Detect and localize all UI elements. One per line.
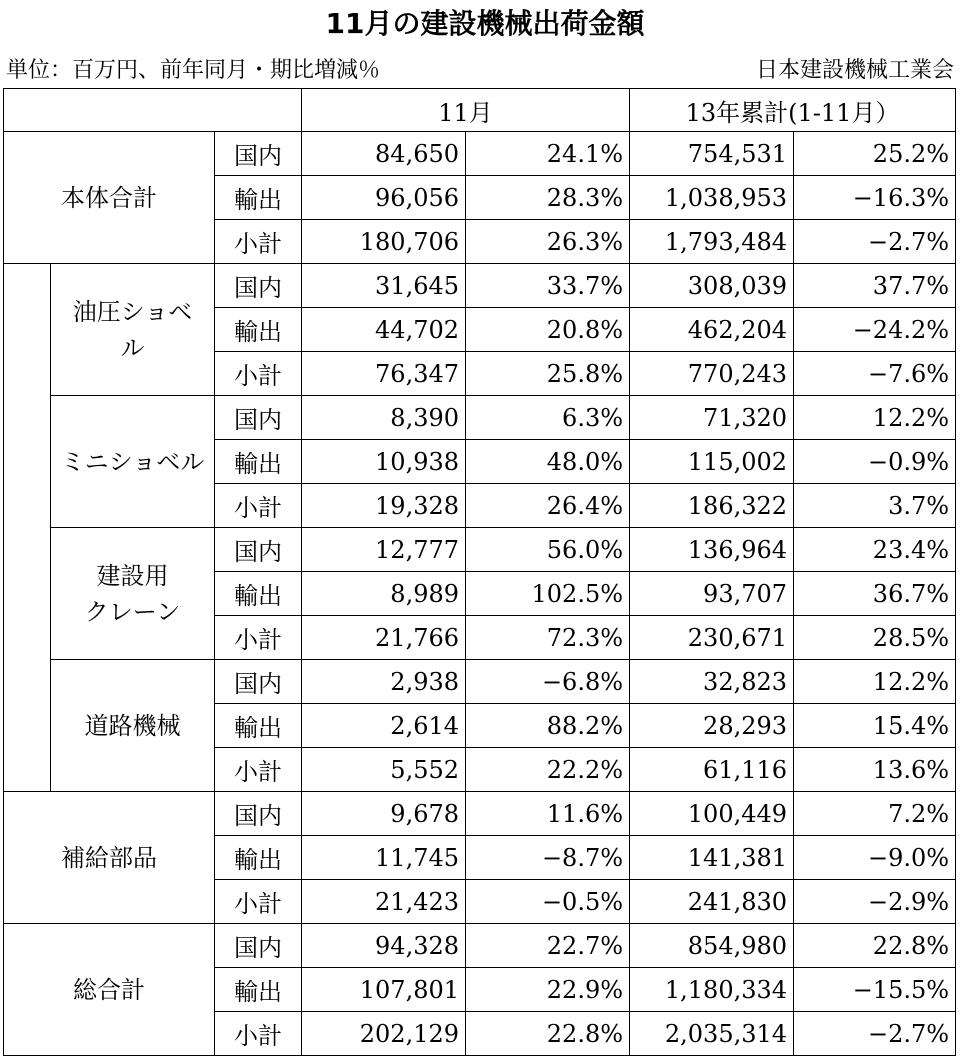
cumulative-value: 141,381 [630,836,794,880]
month-value: 12,777 [302,528,466,572]
cumulative-value: 770,243 [630,352,794,396]
cumulative-change: 23.4% [794,528,956,572]
cumulative-change: 28.5% [794,616,956,660]
cumulative-value: 32,823 [630,660,794,704]
cumulative-value: 854,980 [630,924,794,968]
month-change: 22.2% [466,748,630,792]
month-change: 6.3% [466,396,630,440]
cumulative-change: −16.3% [794,176,956,220]
cumulative-value: 93,707 [630,572,794,616]
month-value: 2,938 [302,660,466,704]
category-label: 補給部品 [4,792,215,924]
month-value: 8,989 [302,572,466,616]
month-value: 5,552 [302,748,466,792]
month-value: 11,745 [302,836,466,880]
category-label: 油圧ショベ ル [51,264,215,396]
cumulative-change: 12.2% [794,660,956,704]
month-value: 76,347 [302,352,466,396]
row-type-label: 輸出 [215,176,302,220]
month-value: 21,423 [302,880,466,924]
cumulative-value: 136,964 [630,528,794,572]
cumulative-change: 7.2% [794,792,956,836]
cumulative-value: 100,449 [630,792,794,836]
month-value: 19,328 [302,484,466,528]
cumulative-change: −15.5% [794,968,956,1012]
cumulative-value: 2,035,314 [630,1012,794,1056]
cumulative-change: −2.7% [794,220,956,264]
cumulative-change: 37.7% [794,264,956,308]
cumulative-change: −7.6% [794,352,956,396]
row-type-label: 国内 [215,528,302,572]
row-type-label: 国内 [215,792,302,836]
cumulative-change: −9.0% [794,836,956,880]
indent-spacer [4,660,51,792]
cumulative-value: 71,320 [630,396,794,440]
cumulative-change: −0.9% [794,440,956,484]
cumulative-value: 1,180,334 [630,968,794,1012]
header-month: 11月 [302,89,630,132]
cumulative-value: 230,671 [630,616,794,660]
cumulative-value: 61,116 [630,748,794,792]
category-label: 道路機械 [51,660,215,792]
month-change: 56.0% [466,528,630,572]
month-value: 96,056 [302,176,466,220]
month-value: 21,766 [302,616,466,660]
cumulative-value: 308,039 [630,264,794,308]
month-change: −6.8% [466,660,630,704]
month-change: 102.5% [466,572,630,616]
row-type-label: 小計 [215,748,302,792]
table-row [4,132,956,176]
row-type-label: 小計 [215,616,302,660]
month-value: 180,706 [302,220,466,264]
month-change: 11.6% [466,792,630,836]
row-type-label: 小計 [215,1012,302,1056]
month-change: 33.7% [466,264,630,308]
month-value: 84,650 [302,132,466,176]
category-label: 総合計 [4,924,215,1056]
month-value: 10,938 [302,440,466,484]
month-change: 22.8% [466,1012,630,1056]
category-label: ミニショベル [51,396,215,528]
header-corner [4,89,302,132]
row-type-label: 国内 [215,396,302,440]
month-change: 26.4% [466,484,630,528]
table-row [4,660,956,704]
row-type-label: 国内 [215,660,302,704]
category-label: 建設用 クレーン [51,528,215,660]
table-body [4,132,956,1056]
source-label: 日本建設機械工業会 [755,58,954,83]
cumulative-change: 25.2% [794,132,956,176]
month-value: 94,328 [302,924,466,968]
month-value: 31,645 [302,264,466,308]
row-type-label: 輸出 [215,308,302,352]
cumulative-value: 28,293 [630,704,794,748]
unit-note: 単位：百万円、前年同月・期比増減％ [6,58,381,83]
cumulative-change: 12.2% [794,396,956,440]
cumulative-change: 13.6% [794,748,956,792]
row-type-label: 輸出 [215,968,302,1012]
cumulative-change: −2.7% [794,1012,956,1056]
cumulative-value: 241,830 [630,880,794,924]
row-type-label: 国内 [215,924,302,968]
row-type-label: 輸出 [215,836,302,880]
month-change: 26.3% [466,220,630,264]
month-value: 107,801 [302,968,466,1012]
table-row [4,264,956,308]
indent-spacer [4,264,51,396]
cumulative-value: 462,204 [630,308,794,352]
row-type-label: 小計 [215,484,302,528]
row-type-label: 小計 [215,352,302,396]
month-value: 9,678 [302,792,466,836]
header-row [4,89,956,132]
table-row [4,924,956,968]
month-change: 28.3% [466,176,630,220]
cumulative-change: 36.7% [794,572,956,616]
cumulative-value: 1,038,953 [630,176,794,220]
indent-spacer [4,528,51,660]
table-row [4,528,956,572]
table-row [4,396,956,440]
indent-spacer [4,396,51,528]
cumulative-change: 15.4% [794,704,956,748]
shipment-table [3,88,956,1056]
row-type-label: 輸出 [215,704,302,748]
month-change: 20.8% [466,308,630,352]
month-change: 24.1% [466,132,630,176]
month-change: 48.0% [466,440,630,484]
row-type-label: 小計 [215,220,302,264]
row-type-label: 国内 [215,264,302,308]
month-change: 22.9% [466,968,630,1012]
cumulative-value: 186,322 [630,484,794,528]
row-type-label: 小計 [215,880,302,924]
month-change: 22.7% [466,924,630,968]
cumulative-change: −2.9% [794,880,956,924]
cumulative-value: 115,002 [630,440,794,484]
month-change: 88.2% [466,704,630,748]
row-type-label: 輸出 [215,572,302,616]
cumulative-change: 3.7% [794,484,956,528]
month-change: 72.3% [466,616,630,660]
month-value: 2,614 [302,704,466,748]
page-title: 11月の建設機械出荷金額 [325,7,645,40]
month-value: 8,390 [302,396,466,440]
row-type-label: 輸出 [215,440,302,484]
month-value: 202,129 [302,1012,466,1056]
month-value: 44,702 [302,308,466,352]
cumulative-change: −24.2% [794,308,956,352]
row-type-label: 国内 [215,132,302,176]
header-cumulative: 13年累計(1-11月） [630,89,956,132]
month-change: 25.8% [466,352,630,396]
cumulative-change: 22.8% [794,924,956,968]
cumulative-value: 1,793,484 [630,220,794,264]
cumulative-value: 754,531 [630,132,794,176]
table-row [4,792,956,836]
month-change: −8.7% [466,836,630,880]
category-label: 本体合計 [4,132,215,264]
month-change: −0.5% [466,880,630,924]
